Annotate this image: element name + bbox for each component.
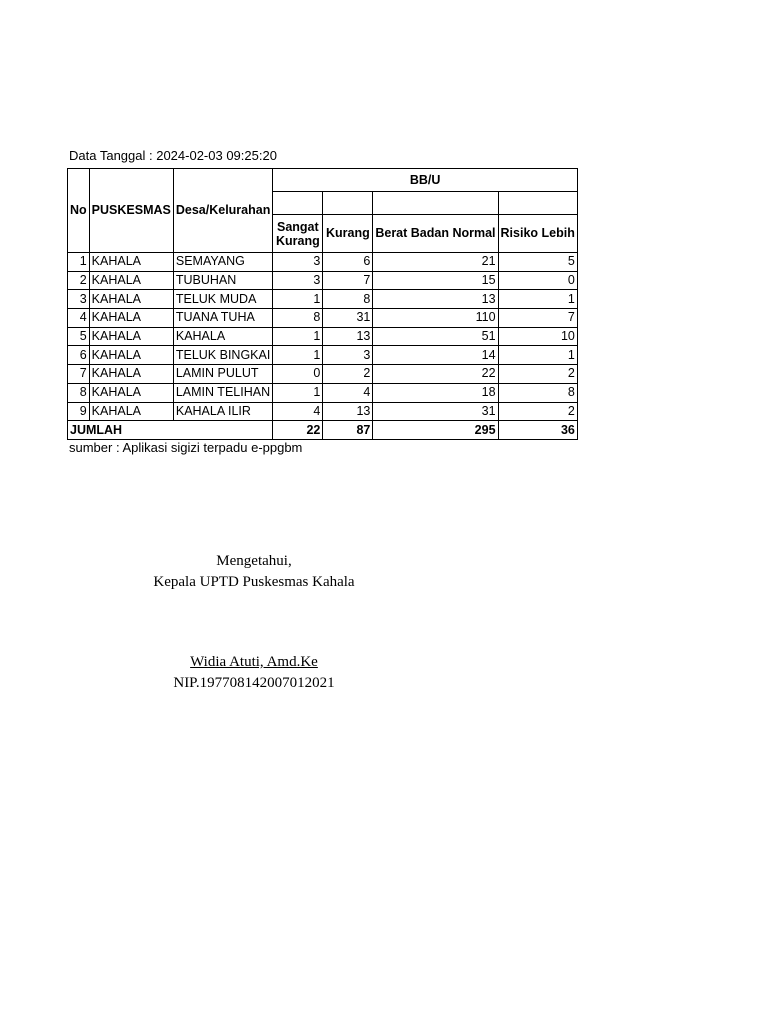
cell-sangat-kurang: 1 (273, 383, 323, 402)
cell-kurang: 13 (323, 402, 373, 421)
cell-no: 9 (68, 402, 90, 421)
cell-risiko-lebih: 5 (498, 253, 577, 272)
cell-normal: 51 (373, 327, 498, 346)
table-body (68, 253, 578, 440)
cell-normal: 18 (373, 383, 498, 402)
header-berat-badan-normal: Berat Badan Normal (373, 215, 498, 253)
total-normal: 295 (373, 421, 498, 440)
table-row (68, 290, 578, 309)
cell-no: 6 (68, 346, 90, 365)
header-empty-cell (273, 192, 323, 215)
table-row (68, 271, 578, 290)
total-risiko-lebih: 36 (498, 421, 577, 440)
cell-desa: TELUK MUDA (173, 290, 272, 309)
cell-sangat-kurang: 8 (273, 309, 323, 328)
header-risiko-lebih: Risiko Lebih (498, 215, 577, 253)
cell-puskesmas: KAHALA (89, 365, 173, 384)
header-sangat-kurang-line1: Sangat (277, 219, 319, 234)
cell-puskesmas: KAHALA (89, 290, 173, 309)
report-date: Data Tanggal : 2024-02-03 09:25:20 (69, 148, 277, 163)
cell-kurang: 6 (323, 253, 373, 272)
cell-desa: TUANA TUHA (173, 309, 272, 328)
cell-risiko-lebih: 2 (498, 365, 577, 384)
header-kurang: Kurang (323, 215, 373, 253)
signature-position: Kepala UPTD Puskesmas Kahala (153, 574, 355, 590)
cell-kurang: 4 (323, 383, 373, 402)
data-source-note: sumber : Aplikasi sigizi terpadu e-ppgbm (69, 440, 303, 455)
signature-acknowledgement: Mengetahui, (216, 553, 292, 569)
cell-risiko-lebih: 1 (498, 346, 577, 365)
cell-risiko-lebih: 2 (498, 402, 577, 421)
signature-name: Widia Atuti, Amd.Ke (190, 654, 318, 670)
cell-risiko-lebih: 8 (498, 383, 577, 402)
table-row (68, 383, 578, 402)
signature-name-line (100, 654, 408, 671)
total-row (68, 421, 578, 440)
cell-kurang: 13 (323, 327, 373, 346)
cell-desa: LAMIN TELIHAN (173, 383, 272, 402)
cell-normal: 110 (373, 309, 498, 328)
table-row (68, 309, 578, 328)
header-sangat-kurang (273, 215, 323, 253)
header-group-bbu: BB/U (273, 169, 578, 192)
table-row (68, 327, 578, 346)
cell-normal: 21 (373, 253, 498, 272)
cell-kurang: 7 (323, 271, 373, 290)
cell-no: 1 (68, 253, 90, 272)
cell-puskesmas: KAHALA (89, 327, 173, 346)
cell-kurang: 31 (323, 309, 373, 328)
table-row (68, 365, 578, 384)
cell-risiko-lebih: 1 (498, 290, 577, 309)
cell-desa: SEMAYANG (173, 253, 272, 272)
cell-normal: 13 (373, 290, 498, 309)
cell-puskesmas: KAHALA (89, 309, 173, 328)
total-sangat-kurang: 22 (273, 421, 323, 440)
cell-desa: TELUK BINGKAI (173, 346, 272, 365)
cell-puskesmas: KAHALA (89, 346, 173, 365)
cell-risiko-lebih: 7 (498, 309, 577, 328)
cell-sangat-kurang: 1 (273, 290, 323, 309)
header-empty-cell (323, 192, 373, 215)
cell-sangat-kurang: 0 (273, 365, 323, 384)
signature-nip: NIP.197708142007012021 (173, 675, 335, 691)
cell-normal: 14 (373, 346, 498, 365)
cell-puskesmas: KAHALA (89, 271, 173, 290)
header-empty-cell (498, 192, 577, 215)
cell-risiko-lebih: 0 (498, 271, 577, 290)
cell-no: 7 (68, 365, 90, 384)
cell-desa: TUBUHAN (173, 271, 272, 290)
table-row (68, 253, 578, 272)
cell-risiko-lebih: 10 (498, 327, 577, 346)
total-kurang: 87 (323, 421, 373, 440)
header-empty-cell (373, 192, 498, 215)
cell-desa: KAHALA (173, 327, 272, 346)
table-row (68, 346, 578, 365)
bbu-report-table (67, 168, 578, 440)
cell-sangat-kurang: 1 (273, 327, 323, 346)
cell-sangat-kurang: 4 (273, 402, 323, 421)
table-row (68, 402, 578, 421)
cell-no: 3 (68, 290, 90, 309)
cell-sangat-kurang: 3 (273, 253, 323, 272)
header-sangat-kurang-line2: Kurang (275, 233, 320, 248)
cell-puskesmas: KAHALA (89, 253, 173, 272)
cell-no: 5 (68, 327, 90, 346)
header-no: No (68, 169, 90, 253)
cell-no: 8 (68, 383, 90, 402)
cell-no: 2 (68, 271, 90, 290)
cell-puskesmas: KAHALA (89, 402, 173, 421)
header-desa: Desa/Kelurahan (173, 169, 272, 253)
cell-puskesmas: KAHALA (89, 383, 173, 402)
cell-kurang: 2 (323, 365, 373, 384)
cell-desa: KAHALA ILIR (173, 402, 272, 421)
cell-sangat-kurang: 3 (273, 271, 323, 290)
header-puskesmas: PUSKESMAS (89, 169, 173, 253)
cell-normal: 22 (373, 365, 498, 384)
cell-kurang: 3 (323, 346, 373, 365)
cell-sangat-kurang: 1 (273, 346, 323, 365)
cell-kurang: 8 (323, 290, 373, 309)
cell-desa: LAMIN PULUT (173, 365, 272, 384)
cell-normal: 15 (373, 271, 498, 290)
cell-no: 4 (68, 309, 90, 328)
cell-normal: 31 (373, 402, 498, 421)
total-label: JUMLAH (68, 421, 273, 440)
